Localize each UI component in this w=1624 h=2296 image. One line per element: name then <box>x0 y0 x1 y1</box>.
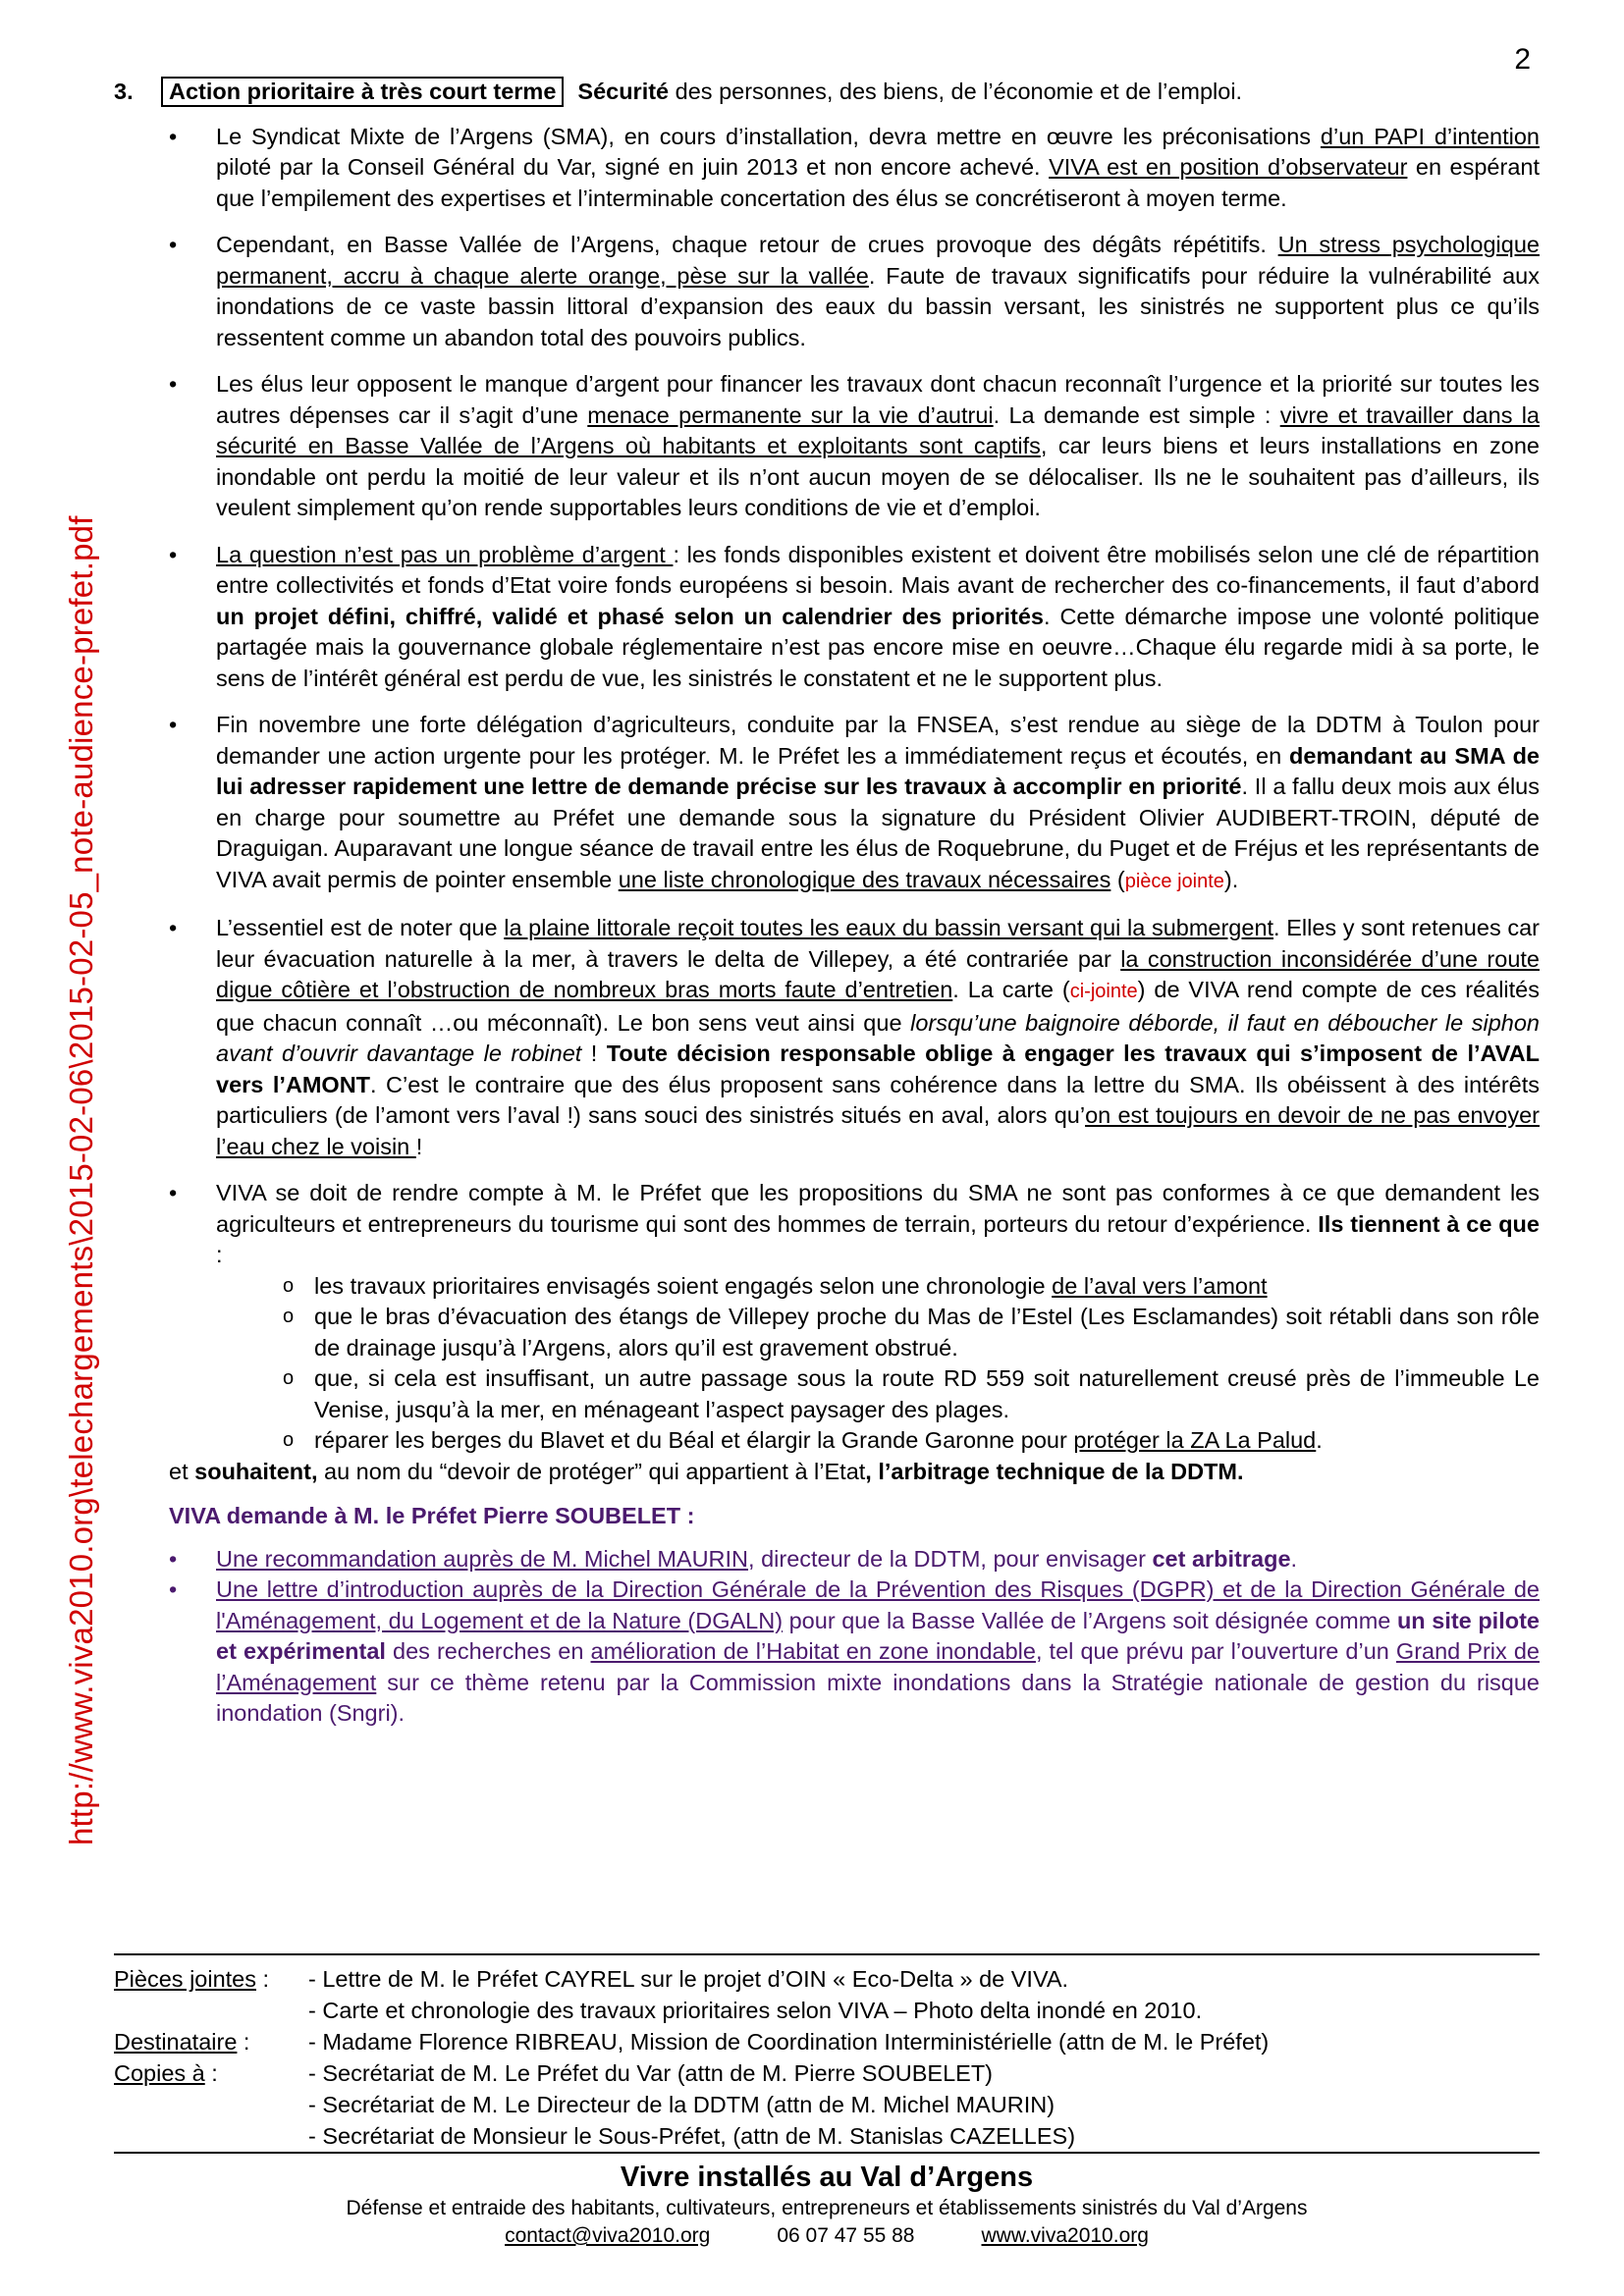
side-url-link[interactable]: http://www.viva2010.org\telechargements\2015-02-06\2015-02-05_note-audience-prefet.pdf <box>63 515 99 1845</box>
request-lettre: • Une lettre d’introduction auprès de la Direction Générale de la Prévention des Risques (DGPR) et de la Direction Générale de l'Aménagement, du Logement et de la Nature (DGALN) pour que la Basse Vallée de l’Argens soit désignée comme un site pilote et expérimental des recherches en amélioration de l’Habitat en zone inondable, tel que prévu par l’ouverture d’un Grand Prix de l’Aménagement sur ce thème retenu par la Commission mixte inondations dans la Stratégie nationale de gestion du risque inondation (Sngri). <box>114 1575 1540 1730</box>
paragraph-manque-argent: • Les élus leur opposent le manque d’argent pour financer les travaux dont chacun reconnaît l’urgence et la priorité sur toutes les autres dépenses car il s’agit d’une menace permanente sur la vie d’autrui. La demande est simple : vivre et travailler dans la sécurité en Basse Vallée de l’Argens où habitants et exploitants sont captifs, car leurs biens et leurs installations en zone inondable ont perdu la moitié de leur valeur et ils n’ont aucun moyen de se délocaliser. Ils ne le souhaitent pas d’ailleurs, ils veulent simplement qu’on rende supportables leurs conditions de vie et d’emploi. <box>114 369 1540 524</box>
footer-website-link[interactable]: www.viva2010.org <box>981 2224 1149 2247</box>
sub-item: o que, si cela est insuffisant, un autre passage sous la route RD 559 soit naturellement creusé près de l’immeuble Le Venise, jusqu’à la mer, en ménageant l’aspect paysager des plages. <box>216 1363 1540 1425</box>
paragraph-question-argent: • La question n’est pas un problème d’argent : les fonds disponibles existent et doivent être mobilisés selon une clé de répartition entre collectivités et fonds d’Etat voire fonds européens si besoin. Mais avant de rechercher des co-financements, il faut d’abord un projet défini, chiffré, validé et phasé selon un calendrier des priorités. Cette démarche impose une volonté politique partagée mais la gouvernance globale réglementaire n’est pas encore mise en oeuvre…Chaque élu regarde midi à sa porte, le sens de l’intérêt général est perdu de vue, les sinistrés le constatent et ne le supportent plus. <box>114 540 1540 695</box>
paragraph-fnsea: • Fin novembre une forte délégation d’agriculteurs, conduite par la FNSEA, s’est rendue au siège de la DDTM à Toulon pour demander une action urgente pour les protéger. M. le Préfet les a immédiatement reçus et écoutés, en demandant au SMA de lui adresser rapidement une lettre de demande précise sur les travaux à accomplir en priorité. Il a fallu deux mois aux élus en charge pour soumettre au Préfet une demande sous la signature du Président Olivier AUDIBERT-TROIN, député de Draguigan. Auparavant une longue séance de travail entre les élus de Roquebrune, du Puget et de Fréjus et les représentants de VIVA avait permis de pointer ensemble une liste chronologique des travaux nécessaires (pièce jointe). <box>114 710 1540 897</box>
attachment-row: - Carte et chronologie des travaux prioritaires selon VIVA – Photo delta inondé en 2010. <box>308 1998 1203 2023</box>
attachments-block <box>114 1963 1540 2152</box>
section-heading-rest: des personnes, des biens, de l’économie et de l’emploi. <box>669 79 1243 104</box>
conclusion: et souhaitent, au nom du “devoir de protéger” qui appartient à l’Etat, l’arbitrage technique de la DDTM. <box>169 1458 1244 1484</box>
paragraph-basse-vallee: • Cependant, en Basse Vallée de l’Argens, chaque retour de crues provoque des dégâts répétitifs. Un stress psychologique permanent, accru à chaque alerte orange, pèse sur la vallée. Faute de travaux significatifs pour réduire la vulnérabilité aux inondations de ce vaste bassin littoral d’expansion des eaux du bassin versant, les sinistrés ne supportent plus ce qu’ils ressentent comme un abandon total des pouvoirs publics. <box>114 230 1540 353</box>
bullet-list <box>114 122 1540 1457</box>
page-number: 2 <box>1514 43 1531 76</box>
sub-list <box>216 1271 1540 1457</box>
attachment-row: Pièces jointes : - Lettre de M. le Préfet CAYREL sur le projet d’OIN « Eco-Delta » de VIVA. <box>114 1966 1069 1992</box>
attachment-row: Destinataire : - Madame Florence RIBREAU, Mission de Coordination Interministérielle (attn de M. le Préfet) <box>114 2029 1270 2055</box>
attachments-divider-top <box>114 1953 1540 1955</box>
main-content <box>114 77 1540 1730</box>
attachment-row: - Secrétariat de M. Le Directeur de la DDTM (attn de M. Michel MAURIN) <box>308 2092 1056 2117</box>
footer-contact <box>114 2222 1540 2250</box>
attachment-row: - Secrétariat de Monsieur le Sous-Préfet, (attn de M. Stanislas CAZELLES) <box>308 2123 1076 2149</box>
paragraph-sma: • Le Syndicat Mixte de l’Argens (SMA), en cours d’installation, devra mettre en œuvre les préconisations d’un PAPI d’intention piloté par la Conseil Général du Var, signé en juin 2013 et non encore achevé. VIVA est en position d’observateur en espérant que l’empilement des expertises et l’interminable concertation des élus se concrétiseront à moyen terme. <box>114 122 1540 215</box>
sub-item: o les travaux prioritaires envisagés soient engagés selon une chronologie de l’aval vers l’amont <box>216 1271 1540 1303</box>
viva-request-title: VIVA demande à M. le Préfet Pierre SOUBELET : <box>169 1503 695 1528</box>
footer-divider <box>114 2152 1540 2154</box>
section-heading <box>114 77 1540 108</box>
request-recommandation: • Une recommandation auprès de M. Michel MAURIN, directeur de la DDTM, pour envisager cet arbitrage. <box>114 1544 1540 1575</box>
request-list <box>114 1544 1540 1730</box>
footer-subtitle: Défense et entraide des habitants, cultivateurs, entrepreneurs et établissements sinistrés du Val d’Argens <box>346 2197 1308 2219</box>
section-number: 3. <box>114 79 134 104</box>
attachment-row: Copies à : - Secrétariat de M. Le Préfet du Var (attn de M. Pierre SOUBELET) <box>114 2060 994 2086</box>
footer-title: Vivre installés au Val d’Argens <box>620 2162 1034 2193</box>
sub-item: o que le bras d’évacuation des étangs de Villepey proche du Mas de l’Estel (Les Esclamandes) soit rétabli dans son rôle de drainage jusqu’à l’Argens, alors qu’il est gravement obstrué. <box>216 1302 1540 1363</box>
footer <box>114 2160 1540 2250</box>
paragraph-plaine-littorale: • L’essentiel est de noter que la plaine littorale reçoit toutes les eaux du bassin versant qui la submergent. Elles y sont retenues car leur évacuation naturelle à la mer, à travers le delta de Villepey, a été contrariée par la construction inconsidérée d’une route digue côtière et l’obstruction de nombreux bras morts faute d’entretien. La carte (ci-jointe) de VIVA rend compte de ces réalités que chacun connaît …ou méconnaît). Le bon sens veut ainsi que lorsqu’une baignoire déborde, il faut en déboucher le siphon avant d’ouvrir davantage le robinet ! Toute décision responsable oblige à engager les travaux qui s’imposent de l’AVAL vers l’AMONT. C’est le contraire que des élus proposent sans cohérence dans la lettre du SMA. Ils obéissent à des intérêts particuliers (de l’amont vers l’aval !) sans souci des sinistrés situés en aval, alors qu’on est toujours en devoir de ne pas envoyer l’eau chez le voisin ! <box>114 913 1540 1162</box>
footer-phone: 06 07 47 55 88 <box>777 2224 915 2247</box>
footer-email-link[interactable]: contact@viva2010.org <box>505 2224 711 2247</box>
sub-item: o réparer les berges du Blavet et du Béal et élargir la Grande Garonne pour protéger la ZA La Palud. <box>216 1425 1540 1457</box>
section-boxed-title: Action prioritaire à très court terme <box>161 77 564 107</box>
section-bold-word: Sécurité <box>577 79 670 104</box>
paragraph-viva-propositions: • VIVA se doit de rendre compte à M. le Préfet que les propositions du SMA ne sont pas conformes à ce que demandent les agriculteurs et entrepreneurs du tourisme qui sont des hommes de terrain, porteurs du retour d’expérience. Ils tiennent à ce que : o les travaux prioritaires envisagés soient engagés selon une chronologie de l’aval vers l’amont o que le bras d’évacuation des étangs de Villepey proche du Mas de l’Estel (Les Esclamandes) soit rétabli dans son rôle de drainage jusqu’à l’Argens, alors qu’il est gravement obstrué. o que, si cela est insuffisant, un autre passage sous la route RD 559 soit naturellement creusé près de l’immeuble Le Venise, jusqu’à la mer, en ménageant l’aspect paysager des plages. o réparer les berges du Blavet et du Béal et élargir la Grande Garonne pour protéger la ZA La Palud. <box>114 1178 1540 1457</box>
